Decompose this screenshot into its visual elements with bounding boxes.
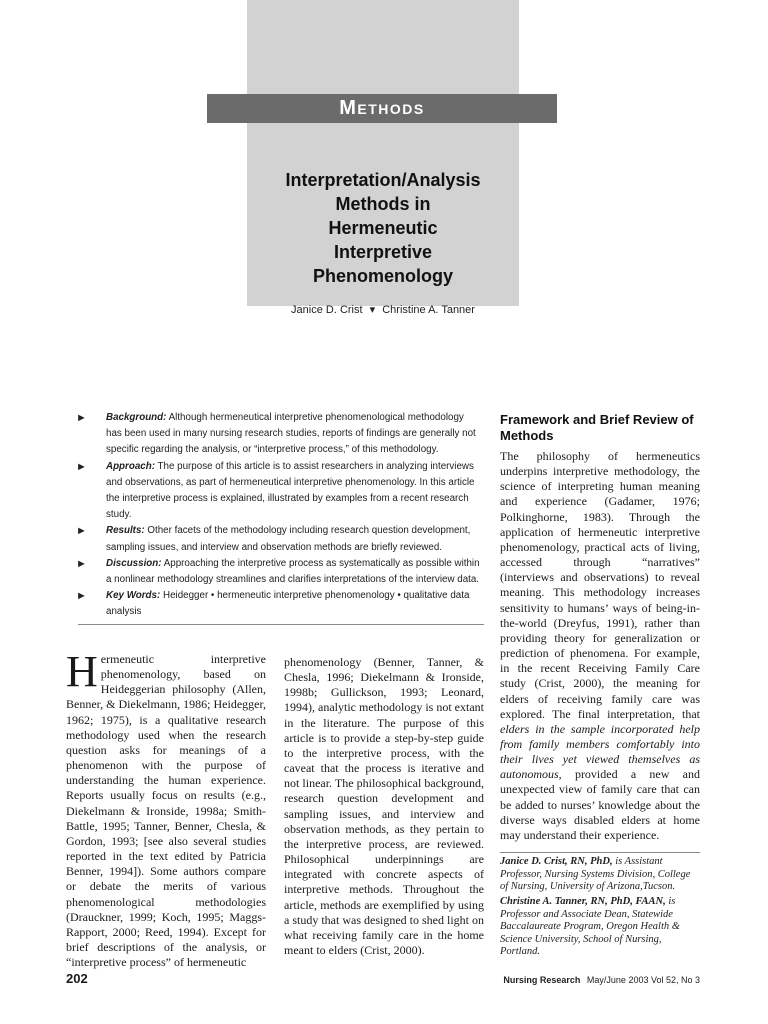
bio-name: Christine A. Tanner, RN, PhD, FAAN, (500, 896, 666, 907)
arrow-bullet-icon: ► (76, 557, 87, 570)
title-line: Methods in (335, 194, 431, 214)
abstract-text: Although hermeneutical interpretive phenomenological methodology has been used in many nursing research studies, reports of findings are generally not specific regarding the analysis, or “interpretive process,” of this methodology. (106, 412, 476, 456)
header-gray-block (247, 0, 519, 94)
bio-divider (500, 852, 700, 853)
body-column-1 (66, 647, 266, 970)
abstract-item (76, 523, 482, 555)
abstract-lead: Background: (106, 412, 167, 423)
body-column-3 (500, 449, 700, 843)
body-column-2 (284, 655, 484, 958)
author-bio (500, 856, 700, 894)
column-text: phenomenology (Benner, Tanner, & Chesla, 1996; Diekelmann & Ironside, 1998b; Gullickson, 1993; Leonard, 1994), analytic methodology is not extant in the literature. The purpose of this article is to provide a step-by-step guide to the interpretive process, with the caveat that the process is iterative and not linear. The philosophical background, research question development and sampling issues, and interview and observation methods, as they pertain to the interpretive process, are reviewed. Philosophical underpinnings are integrated with concrete aspects of interpretive methods. Throughout the article, methods are exemplified by using a study that was designed to shed light on what receiving family care in the home meant to elders (Crist, 2000). (284, 655, 484, 957)
section-label-bar: Methods (207, 94, 557, 123)
column-text-italic: elders in the sample incorporated help from family members comfortably into their lives yet viewed themselves as autonomous, (500, 721, 700, 782)
column-text: The philosophy of hermeneutics underpins interpretive methodology, the science of interpreting human meaning and experience (Gadamer, 1976; Polkinghorne, 1983). Through the application of hermeneutic interpretive phenomenology, practical acts of living, accessed through “narratives” (interviews and observations) to reveal meaning. This methodology increases sensitivity to humans’ ways of being-in-the-world (Dreyfus, 1991), rather than providing theory for generalization or prediction of phenomena. For example, in the recent Receiving Family Care study (Crist, 2000), the meaning for elders of receiving family care was explored. The final interpretation, that (500, 449, 700, 721)
running-footer (503, 975, 700, 985)
column-text: provided a new and unexpected view of family care that can be added to nurses’ knowledge about the diverse ways disabled elders at home may understand their experience. (500, 767, 700, 842)
journal-name: Nursing Research (503, 975, 581, 985)
author-name: Christine A. Tanner (382, 304, 475, 316)
abstract-item (76, 459, 482, 524)
abstract-item (76, 588, 482, 620)
bio-detail: is Professor and Associate Dean, Statewide Baccalaureate Program, Oregon Health & Science University, School of Nursing, Portland. (500, 896, 680, 958)
abstract-text: Other facets of the methodology including research question development, sampling issues, and interview and observation methods are briefly reviewed. (106, 525, 471, 553)
column-text: ermeneutic interpretive phenomenology, based on Heideggerian philosophy (Allen, Benner, & Diekelmann, 1986; Heidegger, 1962; 1975), is a qualitative research methodology used when the research question asks for meanings of a phenomenon with the purpose of understanding the human experience. Reports usually focus on results (e.g., Diekelmann & Ironside, 1998a; Smith-Battle, 1995; Tanner, Benner, Chesla, & Gordon, 1993; [see also several studies reported in the text edited by Patricia Benner, 1994]). Some authors compare or debate the merits of various phenomenological methodologies (Drauckner, 1999; Koch, 1995; Maggs-Rapport, 2000; Reed, 1994). Except for brief descriptions of the analysis, or “interpretive process” of hermeneutic (66, 652, 266, 970)
title-line: Phenomenology (312, 266, 453, 286)
arrow-bullet-icon: ► (76, 412, 87, 424)
author-separator: ▾ (369, 304, 376, 316)
section-heading: Framework and Brief Review of Methods (500, 412, 694, 443)
arrow-bullet-icon: ► (76, 460, 87, 473)
author-name: Janice D. Crist (291, 304, 363, 316)
drop-cap: H (66, 647, 98, 696)
arrow-bullet-icon: ► (76, 525, 87, 538)
bio-detail: is Assistant Professor, Nursing Systems Division, College of Nursing, University of Arizona,Tucson. (500, 856, 691, 893)
title-line: Hermeneutic (328, 218, 438, 238)
abstract-lead: Approach: (106, 460, 155, 472)
title-line: Interpretive (333, 242, 433, 262)
arrow-bullet-icon: ► (76, 590, 87, 603)
article-title (230, 168, 536, 288)
abstract-text: Heidegger • hermeneutic interpretive phenomenology • qualitative data analysis (106, 590, 470, 618)
abstract-lead: Discussion: (106, 557, 162, 569)
issue-info: May/June 2003 Vol 52, No 3 (586, 975, 700, 985)
author-line (230, 303, 536, 316)
abstract-text: The purpose of this article is to assist researchers in analyzing interviews and observations, as part of hermeneutical interpretive phenomenology. In this article the interpretive process is explained, illustrated by examples from a recent research study. (106, 460, 475, 521)
abstract (76, 410, 482, 621)
abstract-item (76, 556, 482, 588)
title-line: Interpretation/Analysis (285, 170, 481, 190)
abstract-text: Approaching the interpretive process as systematically as possible within a nonlinear methodology streamlines and clarifies interpretations of the interview data. (106, 557, 480, 586)
page-number: 202 (66, 971, 88, 986)
abstract-lead: Results: (106, 525, 145, 537)
author-bio (500, 896, 700, 959)
abstract-lead: Key Words: (106, 590, 161, 602)
abstract-divider (78, 624, 484, 625)
abstract-item (76, 410, 482, 459)
bio-name: Janice D. Crist, RN, PhD, (500, 856, 613, 867)
